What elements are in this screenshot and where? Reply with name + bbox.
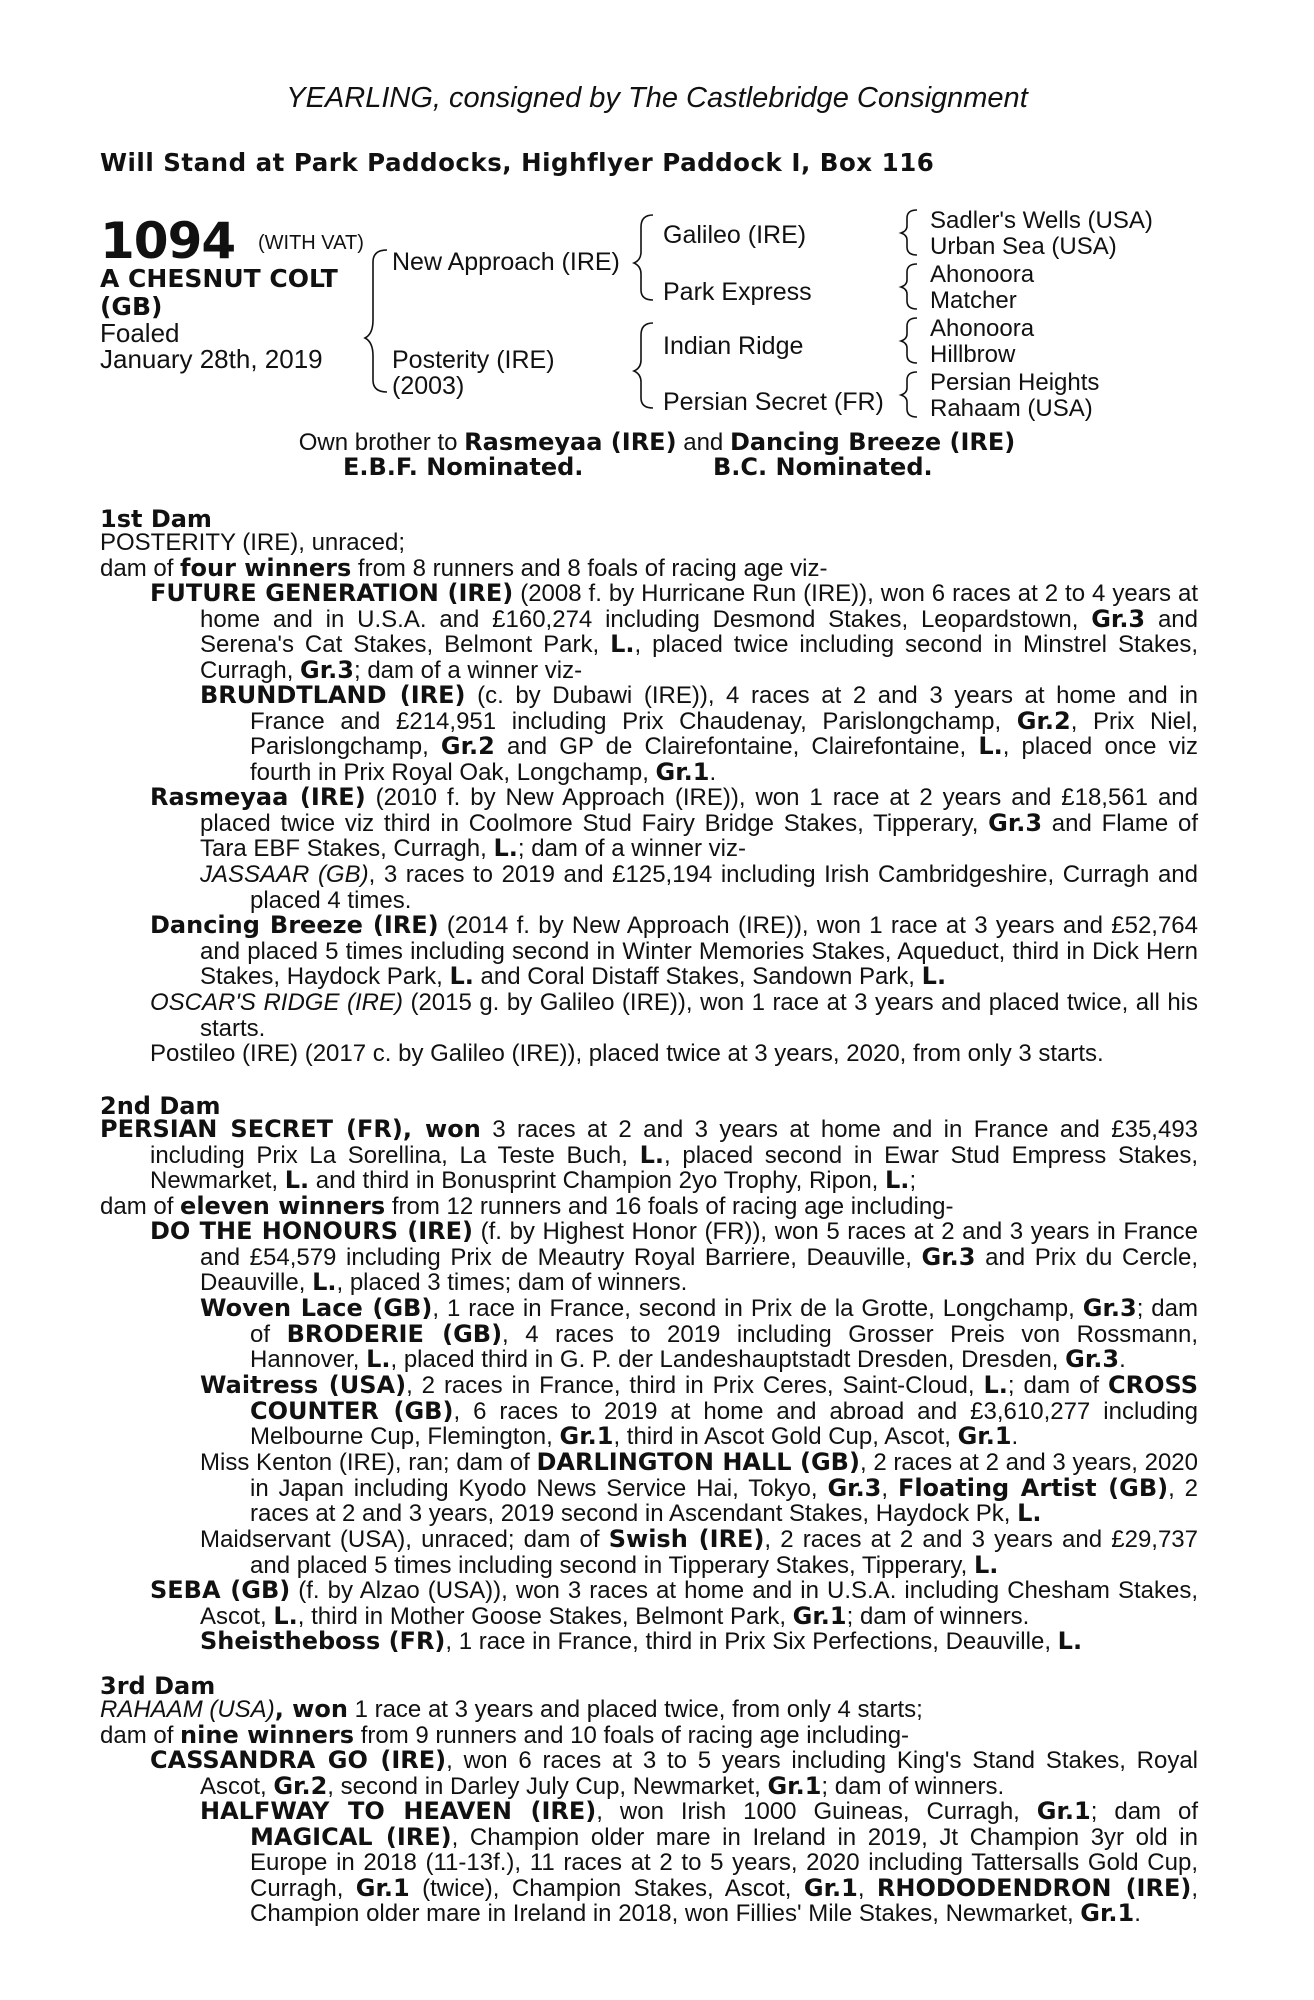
bracket-g2 <box>901 264 917 309</box>
produce-entry: Waitress (USA), 2 races in France, third in Prix Ceres, Saint-Cloud, L.; dam of CROSS COUNTER (GB), 6 races to 2019 at home and abroad and £3,610,277 including Melbourne Cup, Flemington, Gr.1, third in Ascot Gold Cup, Ascot, Gr.1. <box>200 1371 1199 1451</box>
produce-entry: Postileo (IRE) (2017 c. by Galileo (IRE)), placed twice at 3 years, 2020, from only 3 starts. <box>150 1040 1104 1067</box>
sire-sire: Galileo (IRE) <box>663 221 807 249</box>
produce-entry: DO THE HONOURS (IRE) (f. by Highest Honor (FR)), won 5 races at 2 and 3 years in France and £54,579 including Prix de Meautry Royal Barriere, Deauville, Gr.3 and Prix du Cercle, Deauville, L., placed 3 times; dam of winners. <box>150 1217 1199 1297</box>
dam-sire: Indian Ridge <box>663 332 804 360</box>
own-brother-line: Own brother to Rasmeyaa (IRE) and Dancing Breeze (IRE) <box>298 428 1016 456</box>
stand-location: Will Stand at Park Paddocks, Highflyer Paddock I, Box 116 <box>100 148 935 177</box>
second-dam-produce-summary: dam of eleven winners from 12 runners and 16 foals of racing age including- <box>100 1192 954 1220</box>
second-dam-heading: 2nd Dam <box>100 1092 221 1120</box>
first-dam-line: POSTERITY (IRE), unraced; dam of four winners from 8 runners and 8 foals of racing age viz- <box>100 529 828 582</box>
produce-entry: Miss Kenton (IRE), ran; dam of DARLINGTON HALL (GB), 2 races at 2 and 3 years, 2020 in Japan including Kyodo News Service Hai, Tokyo, Gr.3, Floating Artist (GB), 2 races at 2 and 3 years, 2019 second in Ascendant Stakes, Haydock Pk, L. <box>200 1448 1199 1528</box>
foaled-label: Foaled <box>100 318 180 348</box>
ancestor-3: Ahonoora <box>930 261 1035 288</box>
foaled-date: January 28th, 2019 <box>100 344 323 374</box>
lot-description: A CHESNUT COLT <box>100 264 338 293</box>
first-dam-heading: 1st Dam <box>100 505 212 533</box>
produce-entry: OSCAR'S RIDGE (IRE) (2015 g. by Galileo (IRE)), won 1 race at 3 years and placed twice, all his starts. <box>150 989 1198 1042</box>
vat-label: (WITH VAT) <box>258 232 364 254</box>
ancestor-6: Hillbrow <box>930 341 1016 368</box>
dam-dam: Persian Secret (FR) <box>663 388 884 416</box>
produce-entry: Woven Lace (GB), 1 race in France, second in Prix de la Grotte, Longchamp, Gr.3; dam of BRODERIE (GB), 4 races to 2019 including Grosser Preis von Rossmann, Hannover, L., placed third in G. P. der Landeshauptstadt Dresden, Dresden, Gr.3. <box>200 1294 1198 1374</box>
produce-entry: Rasmeyaa (IRE) (2010 f. by New Approach (IRE)), won 1 race at 2 years and £18,561 and placed twice viz third in Coolmore Stud Fairy Bridge Stakes, Tipperary, Gr.3 and Flame of Tara EBF Stakes, Curragh, L.; dam of a winner viz- <box>150 783 1198 863</box>
dam-year: (2003) <box>392 372 465 400</box>
ebf-nominated: E.B.F. Nominated. <box>343 453 584 481</box>
produce-entry: BRUNDTLAND (IRE) (c. by Dubawi (IRE)), 4 races at 2 and 3 years at home and in France and £214,951 including Prix Chaudenay, Parislongchamp, Gr.2, Prix Niel, Parislongchamp, Gr.2 and GP de Clairefontaine, Clairefontaine, L., placed once viz fourth in Prix Royal Oak, Longchamp, Gr.1. <box>200 681 1198 786</box>
ancestor-4: Matcher <box>930 287 1017 314</box>
ancestor-1: Sadler's Wells (USA) <box>930 207 1153 234</box>
bracket-sire <box>634 215 653 300</box>
produce-entry: JASSAAR (GB), 3 races to 2019 and £125,194 including Irish Cambridgeshire, Curragh and placed 4 times. <box>200 861 1199 914</box>
lot-number: 1094 <box>100 212 236 270</box>
bc-nominated: B.C. Nominated. <box>713 453 933 481</box>
produce-entry: HALFWAY TO HEAVEN (IRE), won Irish 1000 Guineas, Curragh, Gr.1; dam of MAGICAL (IRE), Champion older mare in Ireland in 2019, Jt Champion 3yr old in Europe in 2018 (11-13f.), 11 races at 2 to 5 years, 2020 including Tattersalls Gold Cup, Curragh, Gr.1 (twice), Champion Stakes, Ascot, Gr.1, RHODODENDRON (IRE), Champion older mare in Ireland in 2018, won Fillies' Mile Stakes, Newmarket, Gr.1. <box>200 1797 1198 1928</box>
third-dam-heading: 3rd Dam <box>100 1672 216 1700</box>
ancestor-8: Rahaam (USA) <box>930 395 1093 422</box>
bracket-g4 <box>901 372 917 417</box>
sire-dam: Park Express <box>663 278 812 306</box>
dam: Posterity (IRE) <box>392 346 555 374</box>
consignor-title: YEARLING, consigned by The Castlebridge Consignment <box>286 82 1028 114</box>
bracket-g3 <box>901 318 917 363</box>
produce-entry: FUTURE GENERATION (IRE) (2008 f. by Hurricane Run (IRE)), won 6 races at 2 to 4 years at home and in U.S.A. and £160,274 including Desmond Stakes, Leopardstown, Gr.3 and Serena's Cat Stakes, Belmont Park, L., placed twice including second in Minstrel Stakes, Curragh, Gr.3; dam of a winner viz- <box>150 579 1199 684</box>
bracket-g1 <box>901 210 917 255</box>
produce-entry: Dancing Breeze (IRE) (2014 f. by New Approach (IRE)), won 1 race at 3 years and £52,764 and placed 5 times including second in Winter Memories Stakes, Aqueduct, third in Dick Hern Stakes, Haydock Park, L. and Coral Distaff Stakes, Sandown Park, L. <box>150 911 1198 991</box>
lot-description-country: (GB) <box>100 292 163 321</box>
produce-entry: Sheistheboss (FR), 1 race in France, third in Prix Six Perfections, Deauville, L. <box>200 1627 1083 1655</box>
ancestor-7: Persian Heights <box>930 369 1100 396</box>
sire: New Approach (IRE) <box>392 248 620 276</box>
third-dam-entry: RAHAAM (USA), won 1 race at 3 years and placed twice, from only 4 starts; dam of nine winners from 9 runners and 10 foals of racing age including- <box>100 1695 923 1749</box>
bracket-dam <box>634 323 653 408</box>
bracket-main <box>365 250 387 392</box>
produce-entry: SEBA (GB) (f. by Alzao (USA)), won 3 races at home and in U.S.A. including Chesham Stakes, Ascot, L., third in Mother Goose Stakes, Belmont Park, Gr.1; dam of winners. <box>150 1576 1198 1630</box>
ancestor-2: Urban Sea (USA) <box>930 233 1117 260</box>
produce-entry: CASSANDRA GO (IRE), won 6 races at 3 to 5 years including King's Stand Stakes, Royal Ascot, Gr.2, second in Darley July Cup, Newmarket, Gr.1; dam of winners. <box>150 1746 1199 1800</box>
produce-entry: Maidservant (USA), unraced; dam of Swish (IRE), 2 races at 2 and 3 years and £29,737 and placed 5 times including second in Tipperary Stakes, Tipperary, L. <box>200 1525 1199 1579</box>
ancestor-5: Ahonoora <box>930 315 1035 342</box>
second-dam-entry: PERSIAN SECRET (FR), won 3 races at 2 and 3 years at home and in France and £35,493 including Prix La Sorellina, La Teste Buch, L., placed second in Ewar Stud Empress Stakes, Newmarket, L. and third in Bonusprint Champion 2yo Trophy, Ripon, L.; <box>100 1115 1199 1195</box>
